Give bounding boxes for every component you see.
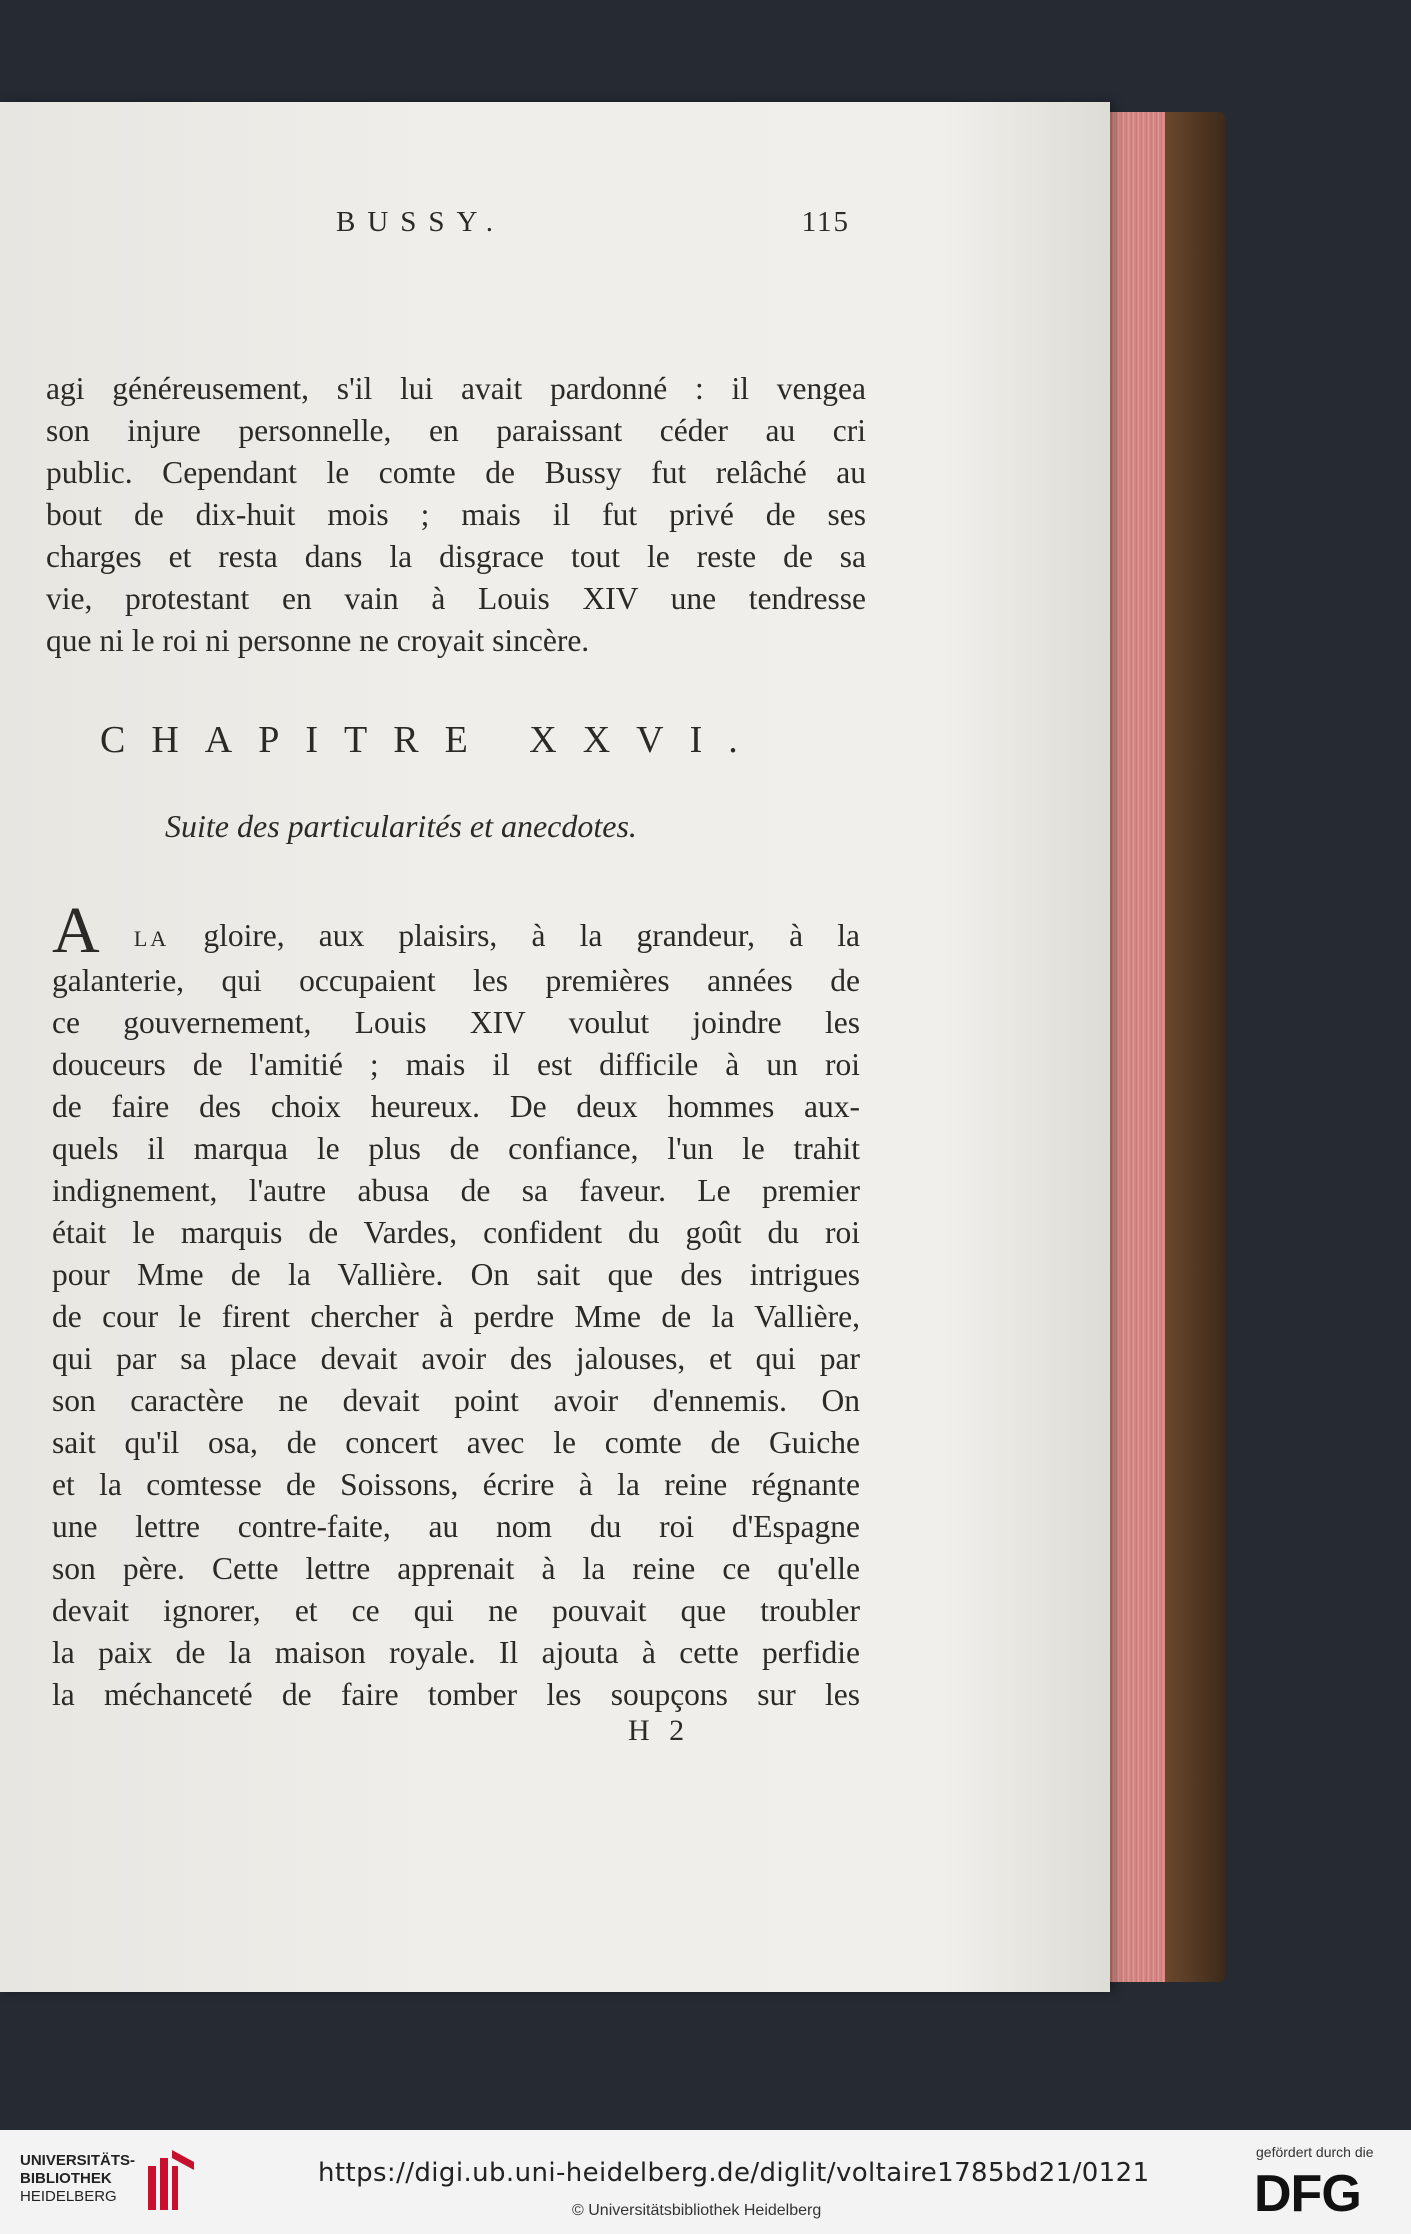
- text-line: la méchanceté de faire tomber les soupçons sur les: [52, 1677, 860, 1712]
- library-name: [20, 2152, 135, 2206]
- first-line: [52, 894, 861, 967]
- text-line: son injure personnelle, en paraissant céder au cri: [46, 413, 866, 448]
- text-line: devait ignorer, et ce qui ne pouvait que troubler: [52, 1593, 860, 1628]
- text-line: de faire des choix heureux. De deux hommes aux-: [52, 1089, 860, 1124]
- text-line: était le marquis de Vardes, confident du goût du roi: [52, 1215, 860, 1250]
- text-line: quels il marqua le plus de confiance, l'un le trahit: [52, 1131, 860, 1166]
- text-line: vie, protestant en vain à Louis XIV une tendresse: [46, 581, 866, 616]
- paragraph-continuation: [46, 368, 866, 662]
- drop-cap: A: [52, 894, 100, 967]
- text-line: bout de dix-huit mois ; mais il fut privé de ses: [46, 497, 866, 532]
- text-line: indignement, l'autre abusa de sa faveur. Le premier: [52, 1173, 860, 1208]
- text-line: agi généreusement, s'il lui avait pardonné : il vengea: [46, 371, 866, 406]
- first-line-text: gloire, aux plaisirs, à la grandeur, à la: [203, 918, 861, 953]
- chapter-body: [52, 894, 861, 1716]
- text-line: pour Mme de la Vallière. On sait que des intrigues: [52, 1257, 860, 1292]
- copyright-notice: © Universitätsbibliothek Heidelberg: [572, 2202, 822, 2219]
- text-line: public. Cependant le comte de Bussy fut relâché au: [46, 455, 866, 490]
- text-line: et la comtesse de Soissons, écrire à la reine régnante: [52, 1467, 860, 1502]
- library-logo-icon: [142, 2146, 198, 2218]
- chapter-subtitle: Suite des particularités et anecdotes.: [165, 808, 637, 844]
- page-url-link[interactable]: https://digi.ub.uni-heidelberg.de/diglit/voltaire1785bd21/0121: [318, 2158, 1150, 2188]
- text-line: sait qu'il osa, de concert avec le comte de Guiche: [52, 1425, 860, 1460]
- library-name-line: BIBLIOTHEK: [20, 2170, 112, 2187]
- text-line: galanterie, qui occupaient les premières années de: [52, 963, 860, 998]
- running-head: [60, 198, 850, 248]
- text-line: douceurs de l'amitié ; mais il est difficile à un roi: [52, 1047, 860, 1082]
- text-line: que ni le roi ni personne ne croyait sincère.: [46, 623, 590, 658]
- text-line: charges et resta dans la disgrace tout le reste de sa: [46, 539, 866, 574]
- text-line: une lettre contre-faite, au nom du roi d'Espagne: [52, 1509, 860, 1544]
- text-line: son caractère ne devait point avoir d'ennemis. On: [52, 1383, 860, 1418]
- viewer-footer: [0, 2130, 1411, 2234]
- page-number: 115: [801, 206, 850, 238]
- text-line: de cour le firent chercher à perdre Mme de la Vallière,: [52, 1299, 860, 1334]
- text-line: qui par sa place devait avoir des jalouses, et qui par: [52, 1341, 860, 1376]
- funder-label: gefördert durch die: [1256, 2144, 1374, 2160]
- dfg-logo[interactable]: DFG: [1254, 2165, 1361, 2223]
- text-line: la paix de la maison royale. Il ajouta à cette perfidie: [52, 1635, 860, 1670]
- library-name-line: UNIVERSITÄTS-: [20, 2152, 136, 2169]
- text-line: ce gouvernement, Louis XIV voulut joindre les: [52, 1005, 860, 1040]
- library-name-line: HEIDELBERG: [20, 2188, 117, 2205]
- chapter-title: CHAPITRE XXVI.: [100, 719, 764, 761]
- signature-mark: H 2: [628, 1714, 691, 1747]
- text-line: son père. Cette lettre apprenait à la reine ce qu'elle: [52, 1551, 860, 1586]
- small-caps-word: LA: [133, 926, 170, 951]
- running-head-title: BUSSY.: [336, 206, 505, 238]
